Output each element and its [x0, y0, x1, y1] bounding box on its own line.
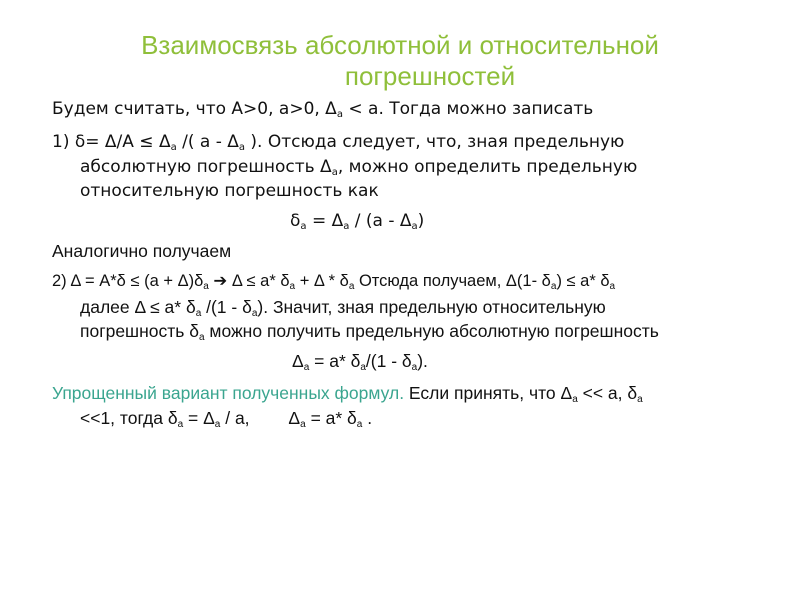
item-2-line-1: 2) $\Delta = A*\delta \le (a + \Delta)\delta_a$ ➔ Δ ≤ a* $\delta_a + \Delta * \delta_a$ Отсюда получаем, Δ(1- $\delta_a) \le a*$ $\delta_a$ — [52, 272, 616, 292]
item-1-line-3: относительную погрешность как — [80, 181, 379, 201]
item-2-line-2: далее Δ ≤ a* $\delta_a$ $/(1 - \delta_a)$. Значит, зная предельную относительную — [80, 297, 606, 319]
simplified-heading: Упрощенный вариант полученных формул. — [52, 383, 405, 403]
title-line-2: погрешностей — [344, 61, 516, 91]
formula-1: $\delta_a = \Delta_a / (a - \Delta_a)$ — [290, 211, 425, 232]
final-line: <<1, тогда $\delta_a = \Delta_a / a$, $\Delta_a = a*$ $\delta_a$ . — [80, 408, 373, 430]
item-2-line-3: погрешность $\delta_a$ можно получить предельную абсолютную погрешность — [80, 321, 659, 343]
title-line-1: Взаимосвязь абсолютной и относительной — [141, 30, 659, 60]
item-1-line-2: абсолютную погрешность $\Delta_a$, можно определить предельную — [80, 157, 638, 178]
simplified-line: Упрощенный вариант полученных формул. Если принять, что $\Delta_a << a$, $\delta_a$ — [52, 383, 643, 405]
item-1-line-1: 1) $\delta= \Delta/A \le \Delta_a$ /( a - $\Delta_a$ ). Отсюда следует, что, зная предельную — [52, 132, 625, 153]
formula-2: $\Delta_a = a*$ $\delta_a/(1 - \delta_a)$. — [292, 351, 428, 373]
intro-line: Будем считать, что A>0, a>0, $\Delta_a < a$. Тогда можно записать — [52, 99, 594, 120]
analog-line: Аналогично получаем — [52, 241, 232, 261]
slide-title — [60, 30, 740, 92]
